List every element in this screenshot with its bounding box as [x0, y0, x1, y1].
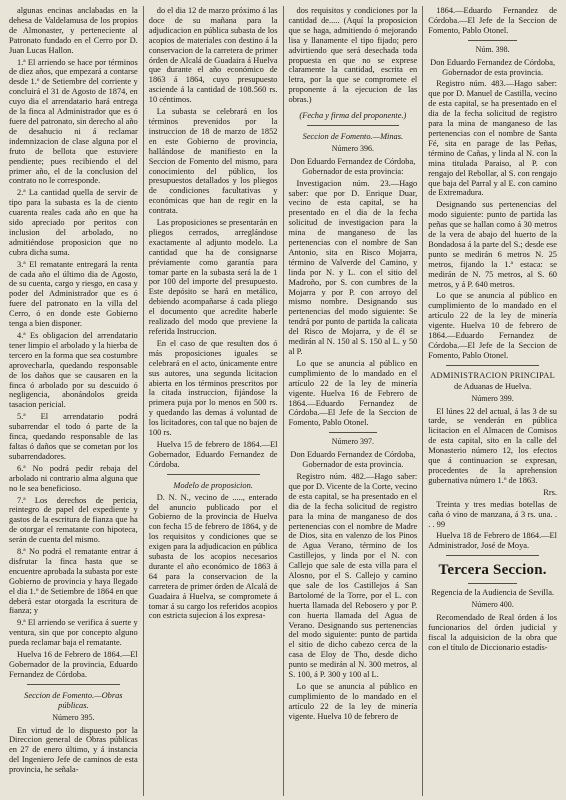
paragraph: 9.ª El arriendo se verifica á suerte y ventura, sin que por concepto alguno pueda reclamar baja el rematante.: [9, 618, 138, 648]
paragraph: do el dia 12 de marzo próximo á las doce de su mañana para la adjudicacion en pública subasta de los acopios de materiales con destino á la conservacion de la carretera de primer órden de Alcalá de Guadaira á Huelva que durante el año económico de 1863 á 1864, cuyo presupuesto asciende á la cantidad de 108.560 rs. 10 céntimos.: [148, 6, 278, 105]
paragraph: Huelva 18 de Febrero de 1864.—El Administrador, José de Moya.: [428, 531, 557, 551]
paragraph: 5.ª El arrendatario podrá subarrendar el todo ó parte de la finca, quedando responsable de las faltas ó daños que se cometan por los subarrendadores.: [9, 412, 138, 461]
centered-line: Don Eduardo Fernandez de Córdoba, Gobernador de esta provincia:: [290, 156, 416, 176]
divider: [27, 684, 120, 685]
paragraph: D. N. N., vecino de ....., enterado del anuncio publicado por el Gobierno de la provincia de Huelva con fecha 15 de febrero de 1864, y de los requisitos y condiciones que se exigen para la adjudicacion en pública subasta de los acopios necesarios durante el año económico de 1863 á 64 para la conservacion de la carretera de primer órden de Alcalá de Guadaira á Huelva, se compromete á tomar á su cargo los referidos acopios con estricta sujecion á los expresa-: [148, 492, 278, 621]
centered-line: Don Eduardo Fernandez de Córdoba, Gobernador de esta provincia.: [430, 57, 556, 77]
paragraph: En el caso de que resulten dos ó más proposiciones iguales se celebrará en el acto, únicamente entre sus autores, una segunda licitacion abierta en los términos prescritos por la citada instruccion, fijándose la primera puja por lo menos en 500 rs. y quedando las demas á voluntad de los licitadores, con tal que no bajen de 100 rs.: [148, 338, 278, 438]
paragraph: Lo que se anuncia al público en cumplimiento de lo mandado en el artículo 22 de la ley de minería vigente. Huelva 10 de febrero de 1864.—Eduardo Fernandez de Córdoba.—El Jefe de la Seccion de Fomento, Pablo Otonel.: [428, 291, 557, 360]
paragraph: Designando sus pertenencias del modo siguiente: punto de partida las peñas que se hallan como á 30 metros de la vera de abajo del huerto de la Bondadosa á la parte del S.; desde ese punto se medirán 6 metros N. 25 metros, fijando la 1.ª estaca: se medirán de N. 75 metros, al S. 60 metros, y á P. 640 metros.: [428, 200, 557, 289]
column-1: [4, 6, 143, 796]
notice-number: Número 399.: [471, 393, 514, 403]
divider: [446, 365, 539, 366]
divider: [446, 555, 539, 556]
column-3: [283, 6, 423, 796]
divider: [468, 583, 517, 584]
paragraph: 7.ª Los derechos de pericia, reintegro de papel del expediente y gastos de la escritura de fianza que ha de otorgar el rematante con hipoteca, serán de cuenta del mismo.: [9, 495, 138, 545]
notice-number: Número 396.: [331, 143, 374, 153]
paragraph: Huelva 16 de Febrero de 1864.—El Gobernador de la provincia, Eduardo Fernandez de Córdoba.: [9, 650, 138, 679]
paragraph: El lúnes 22 del actual, á las 3 de su tarde, se venderán en pública licitacion en el Almacen de Comisos de esta capital, sito en la calle del Monasterio número 12, los efectos que á continuacion se expresan, procedentes de la aprehension gubernativa número 1.º de 1863.: [428, 406, 557, 485]
paragraph: Treinta y tres medias botellas de caña ó vino de manzana, á 3 rs. una. . . . 99: [428, 499, 557, 529]
paragraph: Las proposiciones se presentarán en pliegos cerrados, arreglándose exactamente al adjunto modelo. La cantidad que ha de consignarse préviamente como garantía para tomar parte en la subasta será la de 1 por 100 del importe del presupuesto. Este depósito se hará en metálico, debiendo acompañarse á cada pliego el documento que acredite haberle realizado del modo que previene la referida Instruccion.: [148, 218, 278, 336]
paragraph: Huelva 15 de febrero de 1864.—El Gobernador, Eduardo Fernandez de Córdoba.: [148, 439, 278, 469]
notice-number: Número 400.: [471, 600, 514, 610]
paragraph: 6.ª No podrá pedir rebaja del arbolado ni contrario alma alguna que no le sea beneficioso.: [9, 463, 138, 493]
section-title: Tercera Seccion.: [438, 562, 547, 579]
office-heading: ADMINISTRACION PRINCIPAL: [430, 370, 556, 380]
paragraph: dos requisitos y condiciones por la cantidad de..... (Aquí la proposicion que se haga, admitiendo ó mejorando lisa y llanamente el tipo fijado; pero advirtiendo que será desechada toda propuesta en que no se exprese claramente la cantidad, escrita en letra, por la que se compromete el proponente á la ejecucion de las obras.): [288, 6, 418, 105]
section-heading: Modelo de proposicion.: [173, 480, 253, 490]
divider: [468, 40, 517, 41]
paragraph: 3.ª El rematante entregará la renta de cada año el último dia de Agosto, de su cuenta, cargo y riesgo, en casa y poder del Administrador que es ó fuere del patronato en la villa del Cerro, ó en donde este Gobierno tenga a bien disponer.: [9, 259, 138, 329]
centered-line: de Aduanas de Huelva.: [454, 381, 532, 391]
paragraph: Recomendado de Real órden á los funcionarios del órden judicial y fiscal la adquisicion de la obra que con el título de Diccionario estadís-: [428, 613, 557, 652]
notice-number: Número 395.: [52, 712, 95, 722]
paragraph: 1.ª El arriendo se hace por términos de diez años, que empezará a contarse desde 1.º de Setiembre del corriente y concluirá el 31 de Agosto de 1874, en cuyo dia el arrendatario hará entrega de la finca al Administrador que es ó fuere del patronato, sin derecho al año de desahucio ni á reclamar indemnizacion de clase alguna por el fruto de bellota que estuviere pendiente; pues recibiendo el del primer año, el de la conclusion del contrato no le corresponde.: [9, 57, 138, 186]
notice-number: Número 397.: [331, 437, 374, 447]
divider: [307, 125, 400, 126]
section-heading: Seccion de Fomento.—Obras públicas.: [24, 690, 123, 710]
centered-line: Don Eduardo Fernandez de Córdoba, Gobernador de esta provincia.: [290, 450, 416, 470]
paragraph: La subasta se celebrará en los términos prevenidos por la instruccion de 18 de marzo de 1852 en este Gobierno de provincia, hallándose de manifiesto en la Seccion de Fomento del mismo, para conocimiento del público, los presupuestos detallados y los pliegos de condiciones facultativas y económicas que han de regir en la contrata.: [148, 107, 278, 216]
paragraph: 4.ª Es obligacion del arrendatario tener limpio el arbolado y la hierba de tercero en la forma que sea costumbre aprovecharla, quedando responsable de los daños que se causaren en la finca ó arbolado por su descuido ó negligencia, abonándolos greida tasacion pericial.: [9, 331, 138, 410]
paragraph: 8.ª No podrá el rematante entrar á disfrutar la finca hasta que se encuentre aprobada la subasta por este Gobierno de provincia y haya llegado el dia 1.º de Setiembre de 1864 en que deberá estar otorgada la escritura de fianza; y: [9, 547, 138, 616]
paragraph: 1864.—Eduardo Fernandez de Córdoba.—El Jefe de la Seccion de Fomento, Pablo Otonel.: [428, 6, 557, 35]
paragraph: En virtud de lo dispuesto por la Direccion general de Obras públicas en 27 de enero último, y á instancia del Ingeniero Jefe de caminos de esta provincia, he señala-: [9, 725, 138, 775]
divider: [167, 474, 260, 475]
paragraph: Lo que se anuncia al público en cumplimiento de lo mandado en el artículo 22 de la ley de minería vigente. Huelva 16 de Febrero de 1864.—Eduardo Fernandez de Córdoba.—El Jefe de la Seccion de Fomento, Pablo Otonel.: [288, 358, 418, 428]
paragraph: Investigacion núm. 23.—Hago saber: que por D. Enrique Duar, vecino de esta capital, se ha presentado en el dia de la fecha solicitud de investigacion para la mina de manganeso de las pertenencias con el nombre de San Antonio, sita en Risco Mojarra, término de Valverde del Camino, y linda por N. y L. con el sitio del Madroño, por S. con cumbres de la Mojarra y por P. con arroyo del mismo nombre. Designando sus pertenencias del modo siguiente: Se tendrá por punto de partida la calicata del Risco de Mojarra, y de él se medirán al N. 150 al S. 150 al L. y 50 al P.: [288, 178, 418, 356]
column-4: [422, 6, 562, 796]
paragraph: algunas encinas anclabadas en la dehesa de Valdelamusa de los propios de Almonaster, y perteneciente al Patronato fundado en el Cerro por D. Juan Lucas Hallon.: [9, 6, 138, 55]
section-heading: Seccion de Fomento.—Minas.: [302, 131, 404, 141]
column-2: [143, 6, 283, 796]
paragraph: Lo que se anuncia al público en cumplimiento de lo mandado en el artículo 22 de la ley de minería vigente. Huelva 10 de febrero de: [288, 682, 418, 721]
paragraph: Registro núm. 482.—Hago saber: que por D. Vicente de la Corte, vecino de esta capital, se ha presentado en el dia de la fecha solicitud de registro para la mina de manganeso de dos pertenencias con el nombre de Madre de Dios, sita en valenzo de los Pinos de Agua Verano, término de los Castillejos, y linda por el N. con Callejo que sale de esta villa para el Alosno, por el S. Callejo y camino que sale de los Castillejos á San Bartolomé de la Torre, por el L. con huerta llamada del Rebosero y por P. con huerta llamada del Agua de Verano. Designando sus pertenencias del modo siguiente: punto de partida el sitio de dicho cabezo cerca de la casa de Eloy de Tho, desde dicho punto se medirán al N. 300 metros, al S. 100, á P. 300 y 100 al L.: [288, 471, 418, 680]
divider: [329, 432, 378, 433]
paragraph: Registro núm. 483.—Hago saber: que por D. Manuel de Castilla, vecino de esta capital, se ha presentado en el dia de la fecha solicitud de registro para la mina de manganeso de las pertenencias con el nombre de Santa Fé, sita en parage de las Peñas, término de Cañas, y linda al N. con la mina titulada Paraiso, al P. con rengajo del Rebollar, al S. con rengajo que baja del Parral y al E. con camino de Extremadura.: [428, 79, 557, 198]
right-aligned-line: Rrs.: [543, 487, 557, 497]
section-heading: (Fecha y firma del proponente.): [299, 111, 407, 121]
paragraph: 2.ª La cantidad quella de servir de tipo para la subasta es la de ciento cuarenta reales cada año en que ha sido apreciado por peritos con inclusion del arbolado, no admitiéndose proposicion que no cubra dicha suma.: [9, 188, 138, 257]
notice-number: Núm. 398.: [475, 44, 510, 54]
centered-line: Regencia de la Audiencia de Sevilla.: [431, 588, 555, 598]
